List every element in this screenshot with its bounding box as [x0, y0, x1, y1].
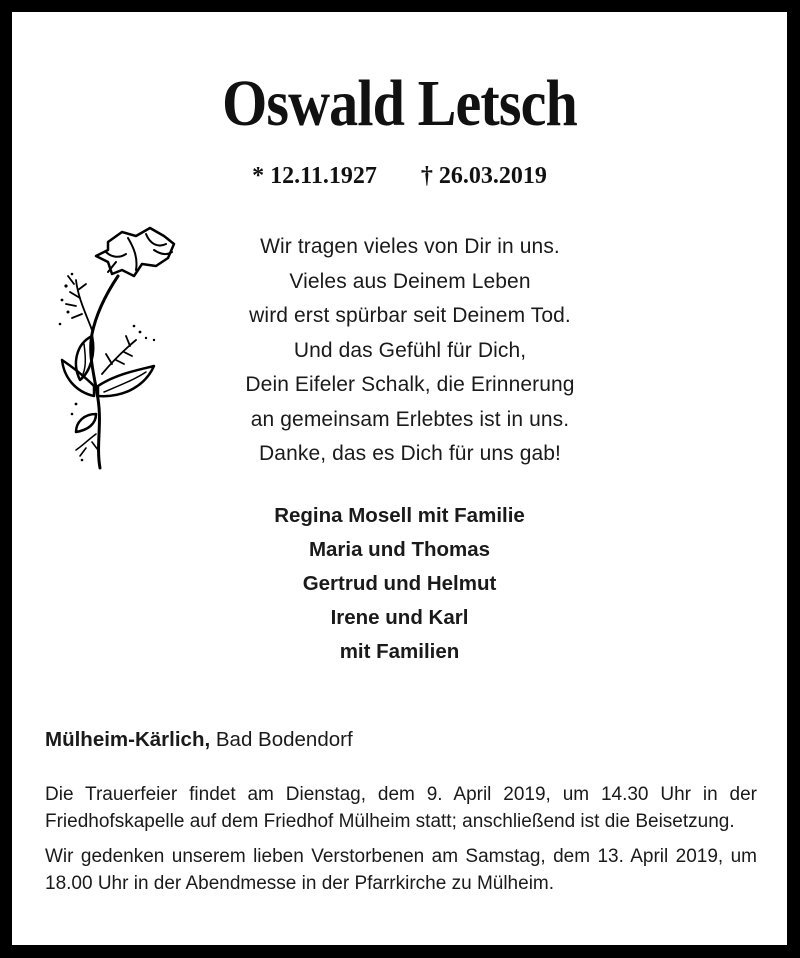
- poem-line: Dein Eifeler Schalk, die Erinnerung: [245, 373, 575, 396]
- life-dates: [12, 162, 787, 190]
- poem: [190, 230, 630, 472]
- mourner-line: Maria und Thomas: [308, 538, 491, 561]
- poem-line: an gemeinsam Erlebtes ist in uns.: [250, 407, 570, 431]
- birth-date: * 12.11.1927: [252, 163, 377, 189]
- poem-line: Und das Gefühl für Dich,: [293, 338, 527, 362]
- mourners-list: [12, 499, 787, 669]
- obituary-notice: [12, 12, 787, 945]
- death-date: † 26.03.2019: [420, 163, 547, 189]
- poem-line: Wir tragen vieles von Dir in uns.: [260, 235, 560, 258]
- mourner-line: Regina Mosell mit Familie: [274, 504, 525, 527]
- poem-line: Danke, das es Dich für uns gab!: [259, 442, 561, 465]
- poem-line: Vieles aus Deinem Leben: [289, 269, 531, 293]
- mourner-line: Irene und Karl: [330, 606, 469, 629]
- mourner-line: Gertrud und Helmut: [302, 572, 497, 595]
- deceased-name: Oswald Letsch: [222, 67, 577, 140]
- mourner-line: mit Familien: [339, 640, 460, 663]
- place-line: [45, 726, 353, 754]
- place-secondary: Bad Bodendorf: [210, 728, 353, 751]
- place-primary: Mülheim-Kärlich,: [45, 728, 211, 751]
- poem-line: wird erst spürbar seit Deinem Tod.: [249, 304, 571, 327]
- service-info: [45, 782, 757, 906]
- memorial-info: Wir gedenken unserem lieben Verstorbenen am Samstag, dem 13. April 2019, um 18.00 Uhr in der Abendmesse in der Pfarrkirche zu Mülheim.: [45, 846, 757, 894]
- funeral-info: Die Trauerfeier findet am Dienstag, dem 9. April 2019, um 14.30 Uhr in der Friedhofskapelle auf dem Friedhof Mülheim statt; anschließend ist die Beisetzung.: [45, 784, 757, 832]
- rose-icon: [46, 214, 178, 470]
